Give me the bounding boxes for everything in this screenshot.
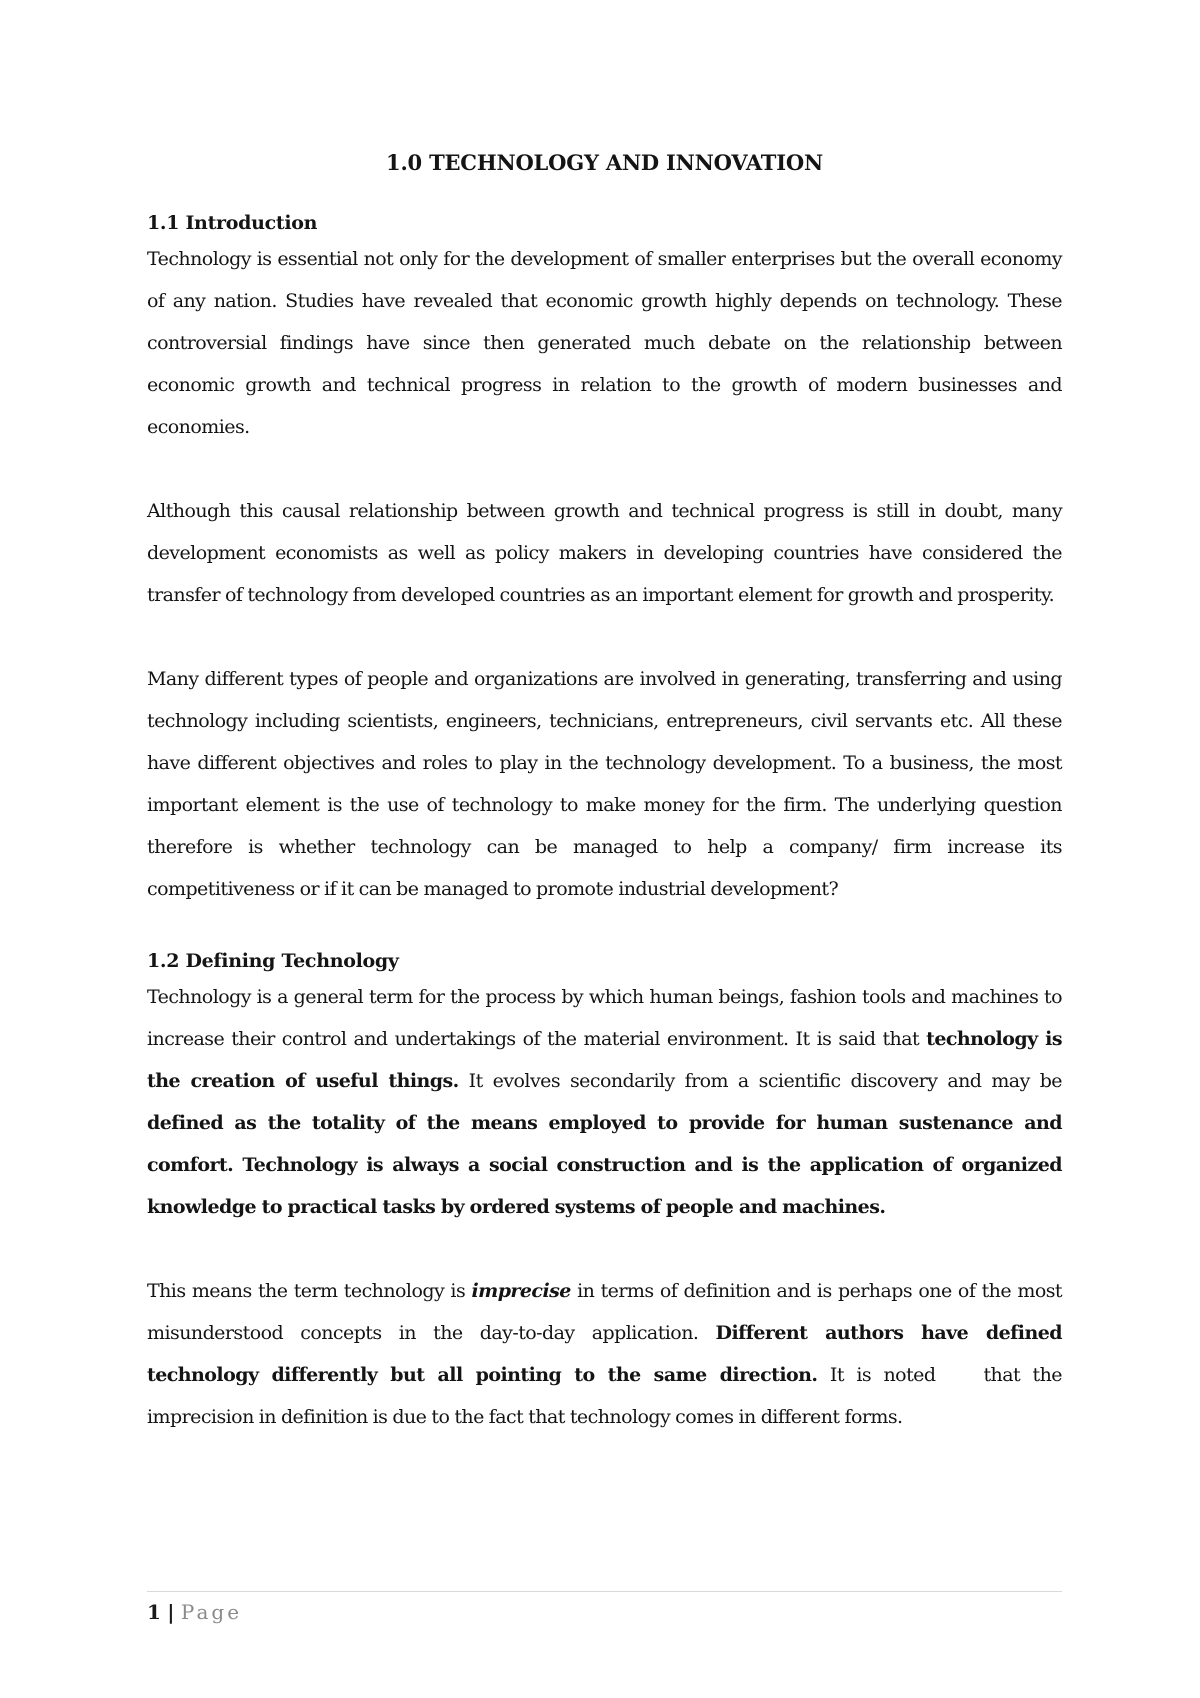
bold-text-run: technology is the creation of useful things.	[147, 1028, 1062, 1092]
section-heading-introduction: 1.1 Introduction	[147, 212, 318, 234]
text-run: in terms of definition and is perhaps one of the most misunderstood concepts in the day-to-day application.	[147, 1280, 1062, 1344]
bold-text-run: Different authors have defined technology differently but all pointing to the same direction.	[147, 1322, 1063, 1386]
page-footer	[147, 1598, 242, 1626]
text-run: It is noted	[817, 1364, 936, 1386]
document-body	[147, 148, 1062, 1438]
section-heading-defining-technology: 1.2 Defining Technology	[147, 950, 399, 972]
bold-italic-text-run: imprecise	[471, 1280, 571, 1302]
footer-divider	[147, 1591, 1062, 1592]
document-title: 1.0 TECHNOLOGY AND INNOVATION	[386, 150, 823, 175]
text-run: This means the term technology is	[147, 1280, 472, 1302]
definition-paragraph-2	[147, 1270, 1062, 1438]
text-run: Technology is a general term for the process by which human beings, fashion tools and machines to increase their control and undertakings of the material environment. It is said that	[147, 986, 1062, 1050]
intro-paragraph-3: Many different types of people and organizations are involved in generating, transferring and using technology including scientists, engineers, technicians, entrepreneurs, civil servants etc. All these have different objectives and roles to play in the technology development. To a business, the most important element is the use of technology to make money for the firm. The underlying question therefore is whether technology can be managed to help a company/ firm increase its competitiveness or if it can be managed to promote industrial development?	[147, 668, 1062, 900]
intro-paragraph-2: Although this causal relationship between growth and technical progress is still in doubt, many development economists as well as policy makers in developing countries have considered the transfer of technology from developed countries as an important element for growth and prosperity.	[147, 500, 1062, 606]
text-run: that the imprecision in definition is due to the fact that technology comes in different forms.	[147, 1364, 1062, 1428]
intro-paragraph-1: Technology is essential not only for the development of smaller enterprises but the overall economy of any nation. Studies have revealed that economic growth highly depends on technology. These controversial findings have since then generated much debate on the relationship between economic growth and technical progress in relation to the growth of modern businesses and economies.	[147, 248, 1062, 438]
page-number: 1	[147, 1600, 161, 1624]
text-run: It evolves secondarily from a scientific discovery and may be	[458, 1070, 1062, 1092]
page-label: Page	[180, 1600, 243, 1624]
bold-text-run: defined as the totality of the means employed to provide for human sustenance and comfort. Technology is always a social construction and is the application of organized knowledge to practical tasks by ordered systems of people and machines.	[147, 1112, 1062, 1218]
page-separator: |	[167, 1600, 175, 1624]
definition-paragraph-1	[147, 976, 1062, 1228]
